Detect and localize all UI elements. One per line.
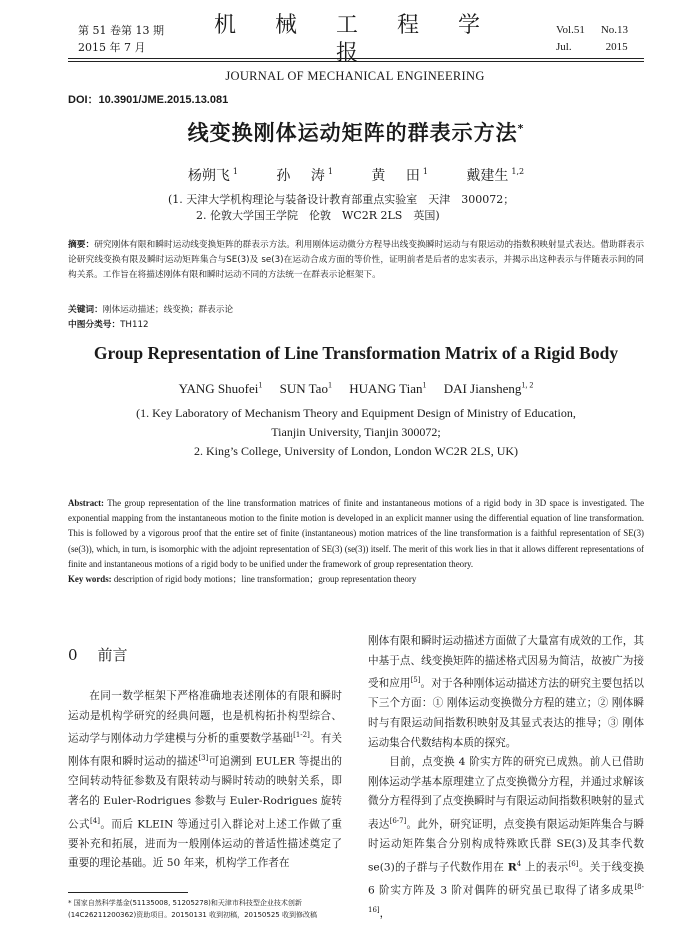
abstract-en xyxy=(68,496,644,587)
header-right xyxy=(556,22,628,56)
abstract-cn xyxy=(68,238,644,283)
authors-cn xyxy=(68,165,644,185)
author-en: DAI Jiansheng$^{1, 2}$ xyxy=(443,381,534,397)
author-cn: 孙 涛 $^1$ xyxy=(276,167,333,184)
journal-masthead xyxy=(190,12,520,84)
affiliation-en-line: Tianjin University, Tianjin 300072; xyxy=(271,425,441,439)
journal-title-en: JOURNAL OF MECHANICAL ENGINEERING xyxy=(225,69,485,83)
section-title: 前言 xyxy=(97,646,128,664)
issue-en: No.13 xyxy=(600,24,629,36)
affiliations-en xyxy=(68,404,644,461)
header-left xyxy=(78,22,164,56)
paper-title-cn-text: 线变换刚体运动矩阵的群表示方法 xyxy=(187,121,518,145)
volume-issue-cn: 第 51 卷第 13 期 xyxy=(78,24,164,37)
intro-text-left xyxy=(68,687,342,874)
paper-title-cn xyxy=(68,117,644,147)
keywords-en: description of rigid body motions；line transformation；group representation theory xyxy=(113,574,417,585)
abstract-en-text: The group representation of the line transformation matrices of finite and instantaneous motions of a rigid body in 3D space is investigated. The exponential mapping from the instantaneous motion to the finite motion is developed in an explicit manner using the differential equation of line transformation. This is followed by a vigorous proof that the entire set of finite (instantaneous) motion matrices of the line transformation is a faithful representation of SE(3) (se(3)), which, in turn, is isomorphic with the adjoint representation of SE(3) (se(3)) itself. The merit of this work lies in that it allows different representations of finite and instantaneous motions of a rigid body to be unified under the framework of group representation theory. xyxy=(68,498,645,569)
clc-label: 中图分类号： xyxy=(68,320,121,330)
r4-symbol: R xyxy=(507,861,517,874)
doi[interactable]: DOI：10.3901/JME.2015.13.081 xyxy=(68,94,229,106)
citation[interactable]: [6-7] xyxy=(389,816,407,825)
body-column-left xyxy=(68,632,342,874)
abstract-cn-label: 摘要： xyxy=(68,240,95,250)
abstract-en-label: Abstract: xyxy=(68,498,104,508)
title-footnote-mark: * xyxy=(517,122,525,135)
body-column-right xyxy=(368,632,644,924)
citation[interactable]: [5] xyxy=(410,676,421,685)
clc-number: TH112 xyxy=(120,320,149,330)
journal-title-cn: 机 械 工 程 学 报 xyxy=(214,13,496,66)
author-cn: 戴建生 $^{1,2}$ xyxy=(466,167,525,184)
keywords-cn-label: 关键词： xyxy=(68,305,103,315)
affiliation-cn-line: 2. 伦敦大学国王学院 伦敦 WC2R 2LS 英国) xyxy=(196,209,440,222)
section-heading xyxy=(68,644,342,665)
volume-en: Vol.51 xyxy=(556,24,585,36)
date-cn: 2015 年 7 月 xyxy=(78,41,146,54)
citation[interactable]: [8-16] xyxy=(368,882,644,914)
intro-text-right xyxy=(368,632,644,924)
keywords-en-label: Key words: xyxy=(68,574,112,585)
author-en: YANG Shuofei$^1$ xyxy=(178,381,263,397)
paragraph: 刚体有限和瞬时运动描述方面做了大量富有成效的工作，其中基于点、线变换矩阵的描述格式因易为简洁，故被广为接受和应用[5]。对于各种刚体运动描述方法的研究主要包括以下三个方面：① 刚体运动变换微分方程的建立；② 刚体瞬时与有限运动间指数积映射及其显式表达的推导；③ 刚体运动集合代数结构本质的探究。 xyxy=(368,635,645,749)
citation[interactable]: [6] xyxy=(568,859,579,868)
paper-title-en: Group Representation of Line Transformation Matrix of a Rigid Body xyxy=(93,343,619,363)
citation[interactable]: [3] xyxy=(198,754,209,763)
affiliation-en-line: (1. Key Laboratory of Mechanism Theory and Equipment Design of Ministry of Education, xyxy=(136,406,576,420)
citation[interactable]: [1-2] xyxy=(293,731,310,740)
affiliation-en-line: 2. King’s College, University of London, London WC2R 2LS, UK) xyxy=(193,444,519,458)
author-cn: 黄 田 $^1$ xyxy=(371,167,428,184)
funding-footnote: * 国家自然科学基金(51135008, 51205278)和天津市科技型企业技术创新(14C26211200362)资助项目。20150131 收到初稿，20150525 收到修改稿 xyxy=(68,899,317,919)
author-cn: 杨朔飞 $^1$ xyxy=(187,167,238,184)
keywords-block-cn xyxy=(68,303,233,333)
paragraph: 在同一数学框架下严格准确地表述刚体的有限和瞬时运动是机构学研究的经典问题，也是机构拓扑构型综合、运动学与刚体动力学建模与分析的重要数学基础[1-2]。有关刚体有限和瞬时运动的描述[3]可追溯到 EULER 等提出的空间转动特征参数及有限转动与瞬时转动的映射关系，即著名的 Euler-Rodrigues 参数与 Euler-Rodrigues 旋转公式[4]。而后 KLEIN 等通过引入群论对上述工作做了重要补充和拓展，进而为一般刚体运动的普适性描述奠定了重要的理论基础。近 50 年来，机构学工作者在 xyxy=(68,690,343,870)
author-en: HUANG Tian$^1$ xyxy=(349,381,427,397)
section-number: 0 xyxy=(68,646,78,664)
paragraph: 目前，点变换 4 阶实方阵的研究已成熟。前人已借助刚体运动学基本原理建立了点变换微分方程，并通过求解该微分方程得到了点变换瞬时与有限运动间指数积映射的显式表达[6-7]。此外，研究证明，点变换有限运动矩阵集合与瞬时运动矩阵集合分别构成特殊欧氏群 SE(3)及其李代数 se(3)的子群与子代数作用在 $R^4$ 上的表示[6]。关于线变换 6 阶实方阵及 3 阶对偶阵的研究虽已取得了诸多成果[8-16]， xyxy=(368,756,645,920)
header-rule-thin xyxy=(68,61,644,62)
year-en: 2015 xyxy=(605,41,628,53)
keywords-cn: 刚体运动描述；线变换；群表示论 xyxy=(102,305,234,315)
citation[interactable]: [4] xyxy=(90,816,100,825)
author-en: SUN Tao$^1$ xyxy=(279,381,332,397)
affiliations-cn xyxy=(68,192,644,224)
affiliation-cn-line: (1. 天津大学机构理论与装备设计教育部重点实验室 天津 300072； xyxy=(168,193,515,206)
authors-en xyxy=(68,381,644,397)
footnote-rule xyxy=(68,892,188,893)
header-rule xyxy=(68,58,644,59)
abstract-cn-text: 研究刚体有限和瞬时运动线变换矩阵的群表示方法。利用刚体运动微分方程导出线变换瞬时运动与有限运动的指数积映射显式表达。借助群表示论研究线变换有限及瞬时运动矩阵集合与SE(3)及 se(3)在运动合成方面的等价性，证明前者是后者的忠实表示，并揭示出这种表示与伴随表示间的同构关系。工作旨在将描述刚体有限和瞬时运动不同的方法统一在群表示论框架下。 xyxy=(68,240,645,280)
month-en: Jul. xyxy=(556,41,572,53)
